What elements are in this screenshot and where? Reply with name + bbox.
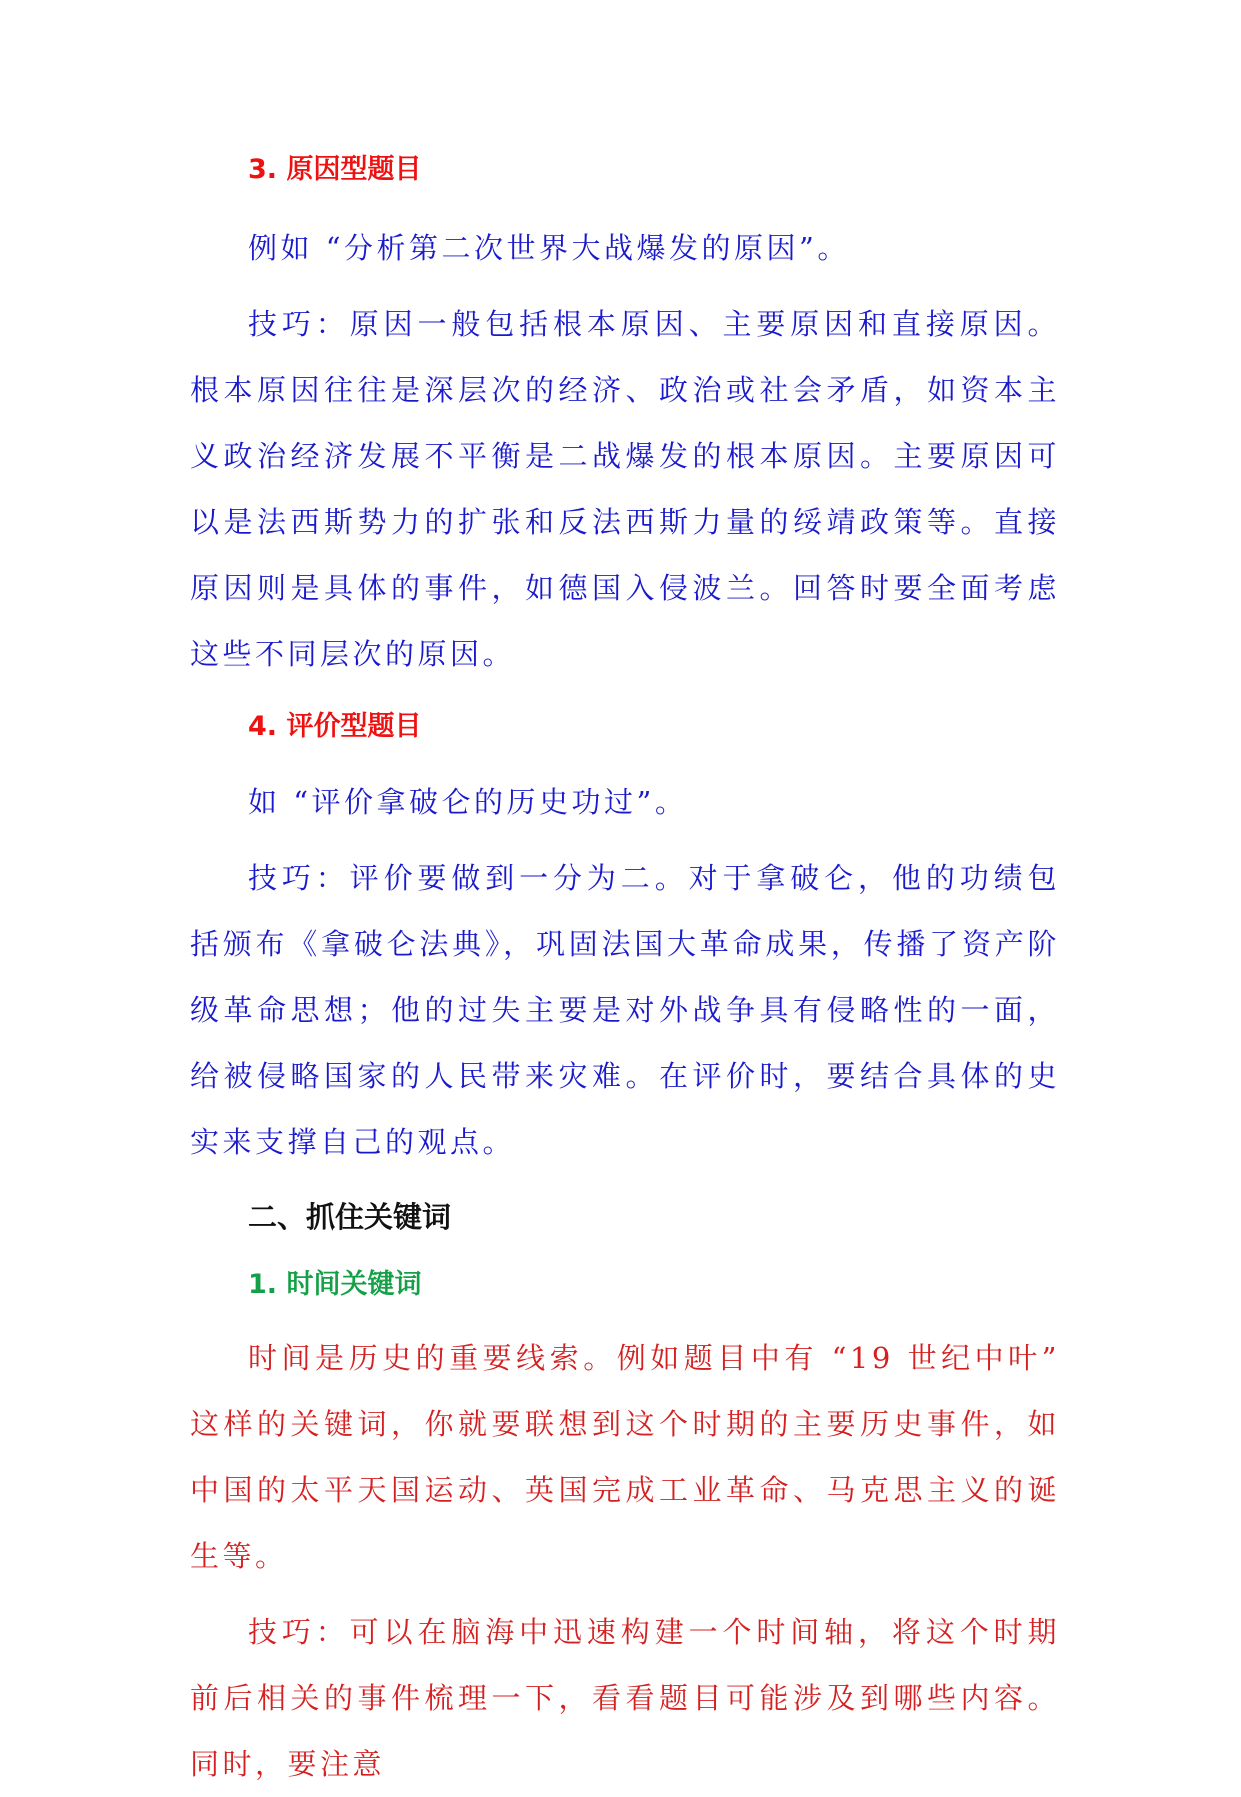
section-3-example: 例如 “分析第二次世界大战爆发的原因”。 xyxy=(248,231,850,265)
section-3-heading: 3. 原因型题目 xyxy=(248,154,422,185)
keyword-time-tip: 技巧：可以在脑海中迅速构建一个时间轴，将这个时期前后相关的事件梳理一下，看看题目可能涉及到哪些内容。同时，要注意 xyxy=(190,1615,1060,1781)
section-4-heading: 4. 评价型题目 xyxy=(248,711,422,742)
part-2-heading: 二、抓住关键词 xyxy=(248,1200,452,1234)
section-4-tip: 技巧：评价要做到一分为二。对于拿破仑，他的功绩包括颁布《拿破仑法典》，巩固法国大革命成果，传播了资产阶级革命思想；他的过失主要是对外战争具有侵略性的一面，给被侵略国家的人民带来灾难。在评价时，要结合具体的史实来支撑自己的观点。 xyxy=(190,861,1060,1159)
section-4-example: 如 “评价拿破仑的历史功过”。 xyxy=(248,785,688,819)
document-content xyxy=(190,150,1060,1797)
section-3-tip: 技巧：原因一般包括根本原因、主要原因和直接原因。根本原因往往是深层次的经济、政治或社会矛盾，如资本主义政治经济发展不平衡是二战爆发的根本原因。主要原因可以是法西斯势力的扩张和反法西斯力量的绥靖政策等。直接原因则是具体的事件，如德国入侵波兰。回答时要全面考虑这些不同层次的原因。 xyxy=(190,307,1060,671)
keyword-time-paragraph: 时间是历史的重要线索。例如题目中有 “19 世纪中叶” 这样的关键词，你就要联想到这个时期的主要历史事件，如中国的太平天国运动、英国完成工业革命、马克思主义的诞生等。 xyxy=(190,1341,1060,1573)
keyword-time-heading: 1. 时间关键词 xyxy=(248,1269,422,1300)
